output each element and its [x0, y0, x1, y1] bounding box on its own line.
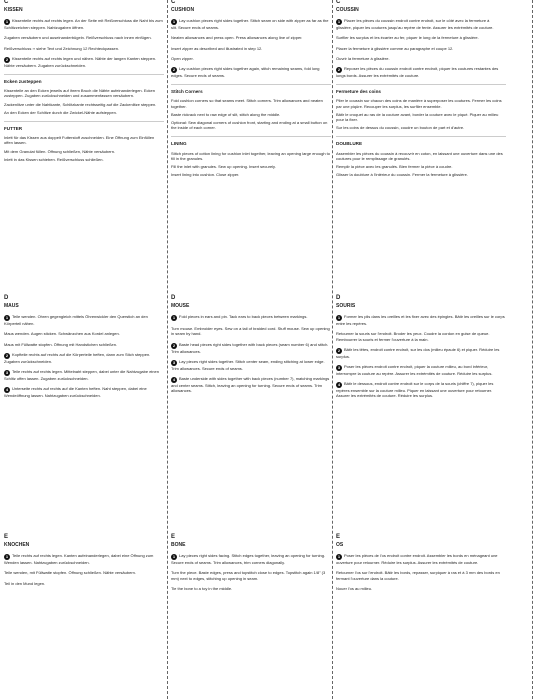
step-number-icon: 1: [5, 315, 9, 321]
step-note: Maus mit Füllwatte stopfen. Öffnung mit Handstichen schließen.: [4, 341, 118, 347]
step-text: Former les plis dans les oreilles et les fixer avec des épingles. Bâtir les oreilles sur le corps entre les repères.: [336, 314, 505, 327]
subsection-paragraph: Sur les coins de dessus du coussin, coudre un bouton de part et d'autre.: [336, 125, 465, 131]
instruction-step: [171, 342, 331, 354]
step-note: Placer la fermeture à glissière comme au paragraphe et coupe 12.: [336, 45, 454, 51]
step-text: Bâtir les têtes, endroit contre endroit, sur les dos (milieu épaule 6) et piquer. Réduire les surplus.: [336, 346, 500, 359]
step-text: Fold pieces in ears and pin. Tack ears to back pieces between markings.: [179, 314, 308, 320]
section-title: CUSHION: [171, 7, 195, 13]
section-letter: C: [171, 0, 176, 5]
step-note: Teil in den Mund legen.: [4, 580, 46, 586]
step-note: Zugaben versäubern und auseinanderbügeln. Reißverschluss nach innen einfügen.: [4, 35, 152, 41]
subsection-title: FUTTER: [4, 126, 23, 132]
step-note: Surfiler les surplus et les écarter au fer, piquer le long de la fermeture à glissière.: [336, 35, 479, 41]
instruction-step: [171, 359, 331, 371]
column-divider: [332, 0, 333, 699]
step-number-icon: 1: [337, 554, 341, 560]
step-number-icon: 2: [5, 352, 9, 358]
column-divider: [532, 0, 533, 699]
section-block: [171, 296, 331, 398]
step-note: Turn the piece. Baste edges, press and topstitch close to edges. Topstitch again 1/8" (3 mm) next to edges, stitching up opening in seam.: [171, 570, 326, 581]
subsection-paragraph: Optional: Sew diagonal corners of cushion front, starting and ending at a small button on the inside of each corner.: [171, 120, 328, 131]
subsection-paragraph: Kissenteile an den Ecken jeweils auf ihrem Bruch die Nähte aufeinanderlegen. Ecken zusteppen. Zugaben zurückschneiden und zusammenfassen versäubern.: [4, 88, 155, 99]
subsection-paragraph: Zackenlitze unter die Nahtkante, Schlitzkante rechtsseitig auf die Zackenlitze steppen.: [4, 101, 157, 107]
subsection-paragraph: Insert lining into cushion. Close zipper.: [171, 172, 240, 178]
instruction-step: [171, 314, 331, 321]
step-number-icon: 4: [5, 387, 9, 393]
step-text: Lay pieces right sides facing. Stitch edges together, leaving an opening for turning. Secure ends of seams. Trim allowances, trim corners diagonally.: [171, 553, 326, 566]
step-text: Lay pieces right sides together. Stitch center seam, ending stitching at lower edge. Trim allowances. Secure ends of seams.: [171, 358, 325, 371]
step-number-icon: 1: [172, 315, 176, 321]
step-text: Unterseite rechts auf rechts auf die Kanten heften. Naht steppen, dabei eine Wendeöffnung lassen. Nahtzugaben zurückschneiden.: [4, 386, 147, 399]
subsection-paragraph: Inlett in das Kissen schieben. Reißverschluss schließen.: [4, 156, 104, 162]
subsection-paragraph: Inlett für das Kissen aus doppelt Futterstoff zuschneiden. Eine Öffnung zum Einfüllen offen lassen.: [4, 135, 155, 146]
step-note: Tie the bone to a toy in the middle.: [171, 585, 233, 591]
section-letter: E: [4, 534, 9, 540]
subsection-title: LINING: [171, 141, 187, 147]
step-note: Teile wenden, mit Füllwatte stopfen. Öffnung schließen. Nähte versäubern.: [4, 570, 136, 576]
section-block: [4, 296, 164, 403]
section-letter: E: [336, 534, 341, 540]
step-text: Kopfteile rechts auf rechts auf die Körperteile heften, dann zum Stich steppen. Zugaben zurückschneiden.: [4, 351, 151, 364]
subsection: [336, 136, 506, 177]
instruction-column: [4, 0, 164, 699]
section-title: BONE: [171, 542, 186, 548]
step-note: Reißverschluss ›› siehe Text und Zeichnung 12 Rechteckpassen.: [4, 45, 120, 51]
section-title: MOUSE: [171, 303, 190, 309]
step-number-icon: 4: [172, 377, 176, 383]
instruction-step: [336, 314, 506, 326]
subsection: [171, 84, 331, 130]
instruction-step: [171, 18, 331, 30]
step-note: Nouer l'os au milieu.: [336, 585, 373, 591]
instruction-step: [4, 18, 164, 30]
instruction-column: [336, 0, 506, 699]
instruction-step: [336, 347, 506, 359]
step-number-icon: 2: [172, 67, 176, 73]
step-text: Reposer les pièces du coussin endroit contre endroit, piquer les coutures restantes des longs bords. Assurer les extrémités de couture.: [336, 66, 499, 79]
section-letter: D: [171, 295, 176, 301]
subsection-paragraph: Bâtir le croquet au ras de la couture avant, border la couture avec le piqué. Piquer au milieu pour la fixer.: [336, 111, 499, 123]
instruction-step: [4, 369, 164, 381]
instruction-step: [336, 66, 506, 78]
step-text: Lay cushion pieces right sides together again, stitch remaining seams, fold long edges. Secure ends of seams.: [171, 66, 320, 79]
instruction-column: [171, 0, 331, 699]
subsection-paragraph: Fold cushion corners so that seams meet. Stitch corners. Trim allowances and neaten together.: [171, 98, 323, 109]
step-note: Turn mouse. Embroider eyes. Sew on a tail of braided cord. Stuff mouse. Sew up opening in seam by hand.: [171, 326, 330, 337]
step-number-icon: 3: [172, 359, 176, 365]
section-block: [4, 535, 164, 591]
instruction-step: [336, 18, 506, 30]
section-letter: D: [4, 295, 9, 301]
step-number-icon: 1: [5, 19, 9, 25]
section-letter: C: [336, 0, 341, 5]
section-block: [336, 535, 506, 596]
step-text: Lay cushion pieces right sides together. Stitch seam on side with zipper as far as the slit. Secure ends of seams.: [171, 18, 329, 31]
step-note: Retourner la souris sur l'endroit. Broder les yeux. Coudre la cordon en guise de queue. Rembourrer la souris et fermer l'ouverture à la main.: [336, 331, 490, 342]
section-title: COUSSIN: [336, 7, 359, 13]
step-text: Placer les pièces du coussin endroit contre endroit, sur le côté avec la fermeture à glissière, piquer les coutures jusqu'au repère de fente. Assurer les extrémités de couture.: [336, 18, 494, 31]
section-block: [336, 296, 506, 404]
instruction-step: [171, 553, 331, 565]
section-letter: D: [336, 295, 341, 301]
subsection-paragraph: Assembler les pièces du coussin à recouvrir en coton, en laissant une ouverture dans une des coutures pour le remplissage de granulés.: [336, 150, 503, 161]
instruction-step: [4, 553, 164, 565]
step-number-icon: 1: [5, 554, 9, 560]
subsection: [4, 74, 164, 115]
step-text: Kissenteile rechts auf rechts legen und nähen. Nähte der langen Kanten steppen. Nähte versäubern. Zugaben zurückschneiden.: [4, 55, 157, 68]
step-text: Poser les pièces endroit contre endroit, piquer la couture milieu, au bord inférieur, interrompre la couture au repère. Assurer les extrémités de couture. Réduire les surplus.: [336, 364, 493, 377]
subsection-title: Stitch Corners: [171, 89, 203, 95]
section-block: [4, 0, 164, 165]
instruction-step: [336, 364, 506, 376]
instruction-step: [4, 56, 164, 68]
step-number-icon: 3: [5, 370, 9, 376]
step-note: Ouvrir la fermeture à glissière.: [336, 55, 390, 61]
step-note: Neaten allowances and press open. Press allowances along line of zipper.: [171, 35, 303, 41]
step-number-icon: 1: [337, 315, 341, 321]
subsection-paragraph: Fill the inlet with granules. Sew up opening. Insert securely.: [171, 164, 276, 170]
instruction-step: [171, 376, 331, 393]
instruction-step: [336, 553, 506, 565]
instruction-step: [336, 381, 506, 398]
subsection-paragraph: Remplir la pièce avec les granulés. Bien fermer la pièce à coudre.: [336, 164, 453, 170]
section-block: [171, 0, 331, 180]
step-number-icon: 2: [5, 56, 9, 62]
subsection-paragraph: Baste rickrack next to raw edge of slit, stitch along the middle.: [171, 111, 281, 117]
instruction-step: [171, 66, 331, 78]
section-title: OS: [336, 542, 344, 548]
step-number-icon: 2: [172, 342, 176, 348]
step-text: Bâtir le dessous, endroit contre endroit sur le corps de la souris (chiffre 7), piquer les repères ensemble sur la couture milieu. Piquer en laissant une ouverture pour retourner. Assurer les extrémités de couture. Réduire les surplus.: [336, 381, 494, 399]
section-block: [171, 535, 331, 596]
step-number-icon: 2: [337, 347, 341, 353]
section-title: KISSEN: [4, 7, 23, 13]
subsection-paragraph: An den Ecken der Schlitze durch die Zwickel-Nähte aufsteppen.: [4, 109, 117, 115]
step-text: Kissenteile rechts auf rechts legen. An der Seite mit Reißverschluss die Naht bis zum Schlitzzeichen steppen. Nahtzugaben öffnen.: [4, 18, 163, 31]
section-title: SOURIS: [336, 303, 356, 309]
subsection-paragraph: Plier le coussin sur chacun des coins de manière à superposer les coutures. Fermer les coins par une piqûre. Recouper les surplus, les surfiler ensemble.: [336, 98, 502, 109]
step-number-icon: 3: [337, 365, 341, 371]
step-number-icon: 4: [337, 382, 341, 388]
step-note: Maus wenden. Augen sticken. Schwänzchen aus Kordel anlegen.: [4, 331, 120, 337]
section-letter: E: [171, 534, 176, 540]
step-number-icon: 1: [172, 19, 176, 25]
subsection-paragraph: Stitch pieces of cotton lining for cushion inlet together, leaving an opening large enough to fill in the granules.: [171, 150, 330, 161]
step-text: Teile rechts auf rechts legen. Kanten aufeinanderlegen, dabei eine Öffnung zum Wenden lassen. Nahtzugaben zurückschneiden.: [4, 553, 154, 566]
subsection-title: Fermeture des coins: [336, 89, 381, 95]
step-number-icon: 1: [172, 554, 176, 560]
section-letter: C: [4, 0, 9, 5]
step-text: Baste head pieces right sides together with back pieces (seam number 6) and stitch. Trim allowances.: [171, 341, 329, 354]
step-text: Teile wenden. Ohren gegengleich mittels Öhrenwickler den Querstich an den Körperteil nähen.: [4, 314, 148, 327]
instruction-step: [4, 386, 164, 398]
step-text: Poser les pièces de l'os endroit contre endroit. Assembler les bords en ménageant une ouverture pour retourner. Réduire les surplus. Assurer les extrémités de couture.: [336, 553, 498, 566]
instruction-step: [4, 314, 164, 326]
step-number-icon: 1: [337, 19, 341, 25]
step-note: Insert zipper as described and illustrated in step 12.: [171, 45, 263, 51]
subsection: [4, 121, 164, 162]
step-number-icon: 2: [337, 67, 341, 73]
subsection: [171, 136, 331, 177]
step-text: Baste underside with sides together with back pieces (number 7), matching markings and center seams. Stitch, leaving an opening for turning. Secure ends of seams. Trim allowances.: [171, 376, 330, 394]
section-title: MAUS: [4, 303, 19, 309]
subsection-paragraph: Glisser la doublure à l'intérieur du coussin. Fermer la fermeture à glissière.: [336, 172, 468, 178]
column-divider: [167, 0, 168, 699]
subsection-paragraph: Mit dem Granulat füllen. Öffnung schließen, Nähte versäubern.: [4, 148, 116, 154]
step-note: Retourner l'os sur l'endroit. Bâtir les bords, repasser, surpiquer à ras et à 3 mm des bords en fermant l'ouverture dans la couture.: [336, 570, 500, 581]
instruction-step: [4, 352, 164, 364]
step-note: Open zipper.: [171, 55, 194, 61]
step-text: Teile rechts auf rechts legen. Mittelnaht steppen, dabei unter die Nahtzugabe einen Schlitz offen lassen. Zugaben zurückschneiden.: [4, 369, 159, 382]
subsection-title: Ecken zusteppen: [4, 79, 42, 85]
subsection-title: DOUBLURE: [336, 141, 363, 147]
subsection: [336, 84, 506, 130]
section-title: KNOCHEN: [4, 542, 30, 548]
section-block: [336, 0, 506, 180]
